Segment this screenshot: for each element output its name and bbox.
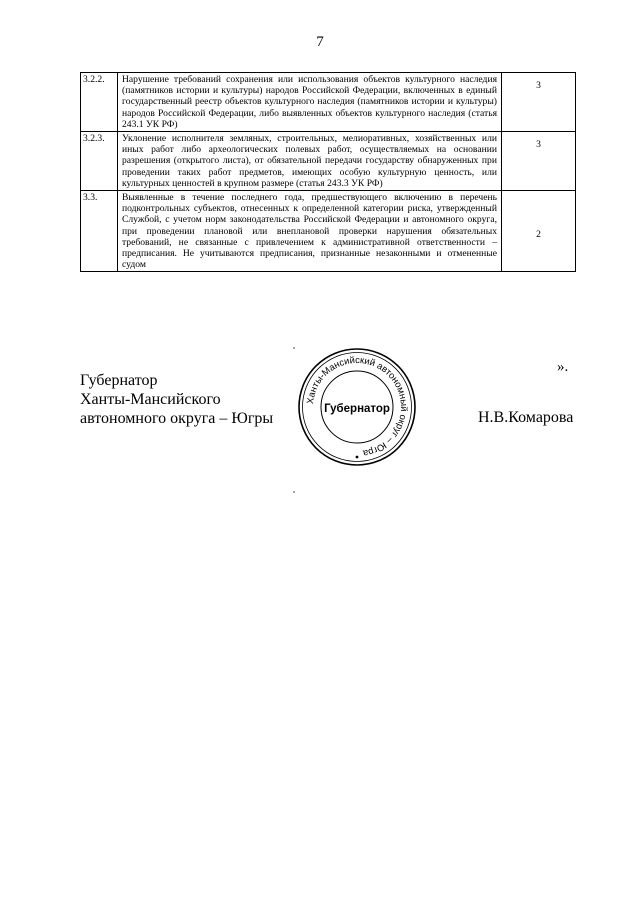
page-number: 7 bbox=[316, 34, 324, 50]
signature-title-line: Ханты-Мансийского bbox=[80, 391, 221, 408]
table-row bbox=[81, 73, 576, 132]
table-row bbox=[81, 191, 576, 272]
signatory-name: Н.В.Комарова bbox=[478, 409, 574, 426]
row-number: 3.2.3. bbox=[81, 132, 118, 191]
row-number: 3.3. bbox=[81, 191, 118, 272]
official-seal bbox=[296, 346, 418, 468]
row-score: 2 bbox=[502, 191, 576, 272]
scan-speck bbox=[293, 347, 295, 349]
row-score: 3 bbox=[502, 132, 576, 191]
signature-title bbox=[80, 371, 273, 428]
closing-quote: ». bbox=[557, 359, 569, 375]
seal-center-text: Губернатор bbox=[324, 403, 390, 415]
seal-ring-text: Ханты-Мансийский автономный округ – Югра bbox=[304, 353, 411, 460]
criteria-table bbox=[80, 72, 576, 272]
signature-title-line: Губернатор bbox=[80, 372, 158, 389]
signature-title-line: автономного округа – Югры bbox=[80, 410, 274, 427]
row-description: Выявленные в течение последнего года, предшествующего включению в перечень подконтрольных субъектов, отнесенных к определенной категории риска, утвержденный Службой, с учетом норм законодательства Российской Федерации и автономного округа, при проведении плановой или внеплановой проверки нарушения обязательных требований, не связанные с привлечением к административной ответственности – предписания. Не учитываются предписания, признанные незаконными и отмененные судом bbox=[118, 191, 502, 272]
row-description: Нарушение требований сохранения или использования объектов культурного наследия (памятников истории и культуры) народов Российской Федерации, включенных в единый государственный реестр объектов культурного наследия (памятников истории и культуры) народов Российской Федерации, либо выявленных объектов культурного наследия (статья 243.1 УК РФ) bbox=[118, 73, 502, 132]
table-row bbox=[81, 132, 576, 191]
scan-speck bbox=[293, 491, 295, 493]
row-score: 3 bbox=[502, 73, 576, 132]
row-number: 3.2.2. bbox=[81, 73, 118, 132]
row-description: Уклонение исполнителя земляных, строительных, мелиоративных, хозяйственных или иных работ либо археологических полевых работ, осуществляемых на основании разрешения (открытого листа), от обязательной передачи государству обнаруженных при проведении таких работ предметов, имеющих особую культурную ценность, или культурных ценностей в крупном размере (статья 243.3 УК РФ) bbox=[118, 132, 502, 191]
